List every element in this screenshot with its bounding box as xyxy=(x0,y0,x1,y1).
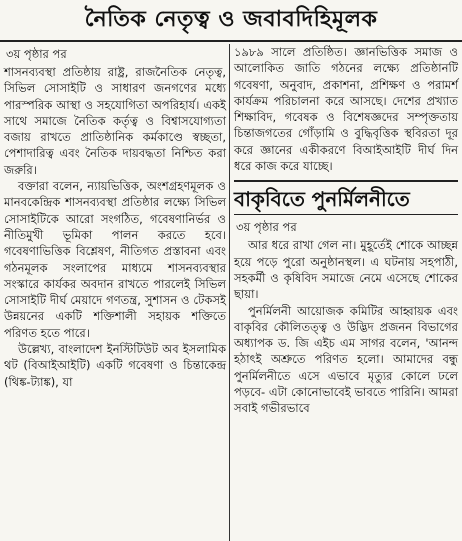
main-headline: নৈতিক নেতৃত্ব ও জবাবদিহিমূলক xyxy=(0,0,462,42)
second-article-paragraph-2: পুনর্মিলনী আয়োজক কমিটির আহ্বায়ক এবং বাকৃবির কৌলিতত্ত্ব ও উদ্ভিদ প্রজনন বিভাগের অধ্যাপক ড. জি এইচ এম সাগর বলেন, 'আনন্দ হঠাৎই অশ্রুতে পরিণত হলো। আমাদের বন্ধু পুনর্মিলনীতে এসে এভাবে মৃত্যুর কোলে ঢলে পড়বে- এটা কোনোভাবেই ভাবতে পারিনি। আমরা সবাই গভীরভাবে xyxy=(234,303,458,416)
second-article-paragraph-1: আর ধরে রাখা গেল না। মুহূর্তেই শোকে আচ্ছন্ন হয়ে পড়ে পুরো অনুষ্ঠানস্থল। এ ঘটনায় সহপাঠী, সহকর্মী ও কৃষিবিদ সমাজে নেমে এসেছে শোকের ছায়া। xyxy=(234,238,458,302)
article-paragraph-2: বক্তারা বলেন, ন্যায়ভিত্তিক, অংশগ্রহণমূলক ও মানবকেন্দ্রিক শাসনব্যবস্থা প্রতিষ্ঠার লক্ষ্যে সিভিল সোসাইটিকে আরো সংগঠিত, গবেষণানির্ভর ও নীতিমুখী ভূমিকা পালন করতে হবে। গবেষণাভিত্তিক বিশ্লেষণ, নীতিগত প্রস্তাবনা এবং গঠনমূলক সংলাপের মাধ্যমে শাসনব্যবস্থার সংস্কারে কার্যকর অবদান রাখতে পারলেই সিভিল সোসাইটি দীর্ঘ মেয়াদে গণতন্ত্র, সুশাসন ও টেকসই উন্নয়নের একটি শক্তিশালী সহায়ক শক্তিতে পরিণত হতে পারে। xyxy=(4,179,226,340)
article-paragraph-3: উল্লেখ্য, বাংলাদেশ ইনস্টিটিউট অব ইসলামিক থট (বিআইআইটি) একটি গবেষণা ও চিন্তাকেন্দ্র (থিঙ্ক-ট্যাঙ্ক), যা xyxy=(4,342,226,389)
article-paragraph-continued: ১৯৮৯ সালে প্রতিষ্ঠিত। জ্ঞানভিত্তিক সমাজ ও আলোকিত জাতি গঠনের লক্ষ্যে প্রতিষ্ঠানটি গবেষণা, অনুবাদ, প্রকাশনা, প্রশিক্ষণ ও পরামর্শ কার্যক্রম পরিচালনা করে আসছে। দেশের প্রখ্যাত শিক্ষাবিদ, গবেষক ও বিশেষজ্ঞদের সম্পৃক্ততায় চিন্তাজগতের গোঁড়ামি ও বুদ্ধিবৃত্তিক স্থবিরতা দূর করে জ্ঞানের একীকরণে বিআইআইটি দীর্ঘ দিন ধরে কাজ করে যাচ্ছে। xyxy=(234,45,458,174)
continued-from-label: ৩য় পৃষ্ঠার পর xyxy=(6,47,67,61)
second-headline: বাকৃবিতে পুনর্মিলনীতে xyxy=(234,180,458,215)
second-continued-from-label: ৩য় পৃষ্ঠার পর xyxy=(236,220,297,235)
left-column xyxy=(4,44,226,390)
right-column xyxy=(234,44,458,417)
article-paragraph-1: শাসনব্যবস্থা প্রতিষ্ঠায় রাষ্ট্র, রাজনৈতিক নেতৃত্ব, সিভিল সোসাইটি ও সাধারণ জনগণের মধ্যে পারস্পরিক আস্থা ও সহযোগিতা অপরিহার্য। একই সাথে সমাজে নৈতিক কর্তৃত্ব ও বিশ্বাসযোগ্যতা বজায় রাখতে প্রাতিষ্ঠানিক কর্মকাণ্ডে স্বচ্ছতা, পেশাদারিত্ব এবং নৈতিক দায়বদ্ধতা নিশ্চিত করা জরুরি। xyxy=(4,65,226,177)
column-divider xyxy=(229,44,230,541)
